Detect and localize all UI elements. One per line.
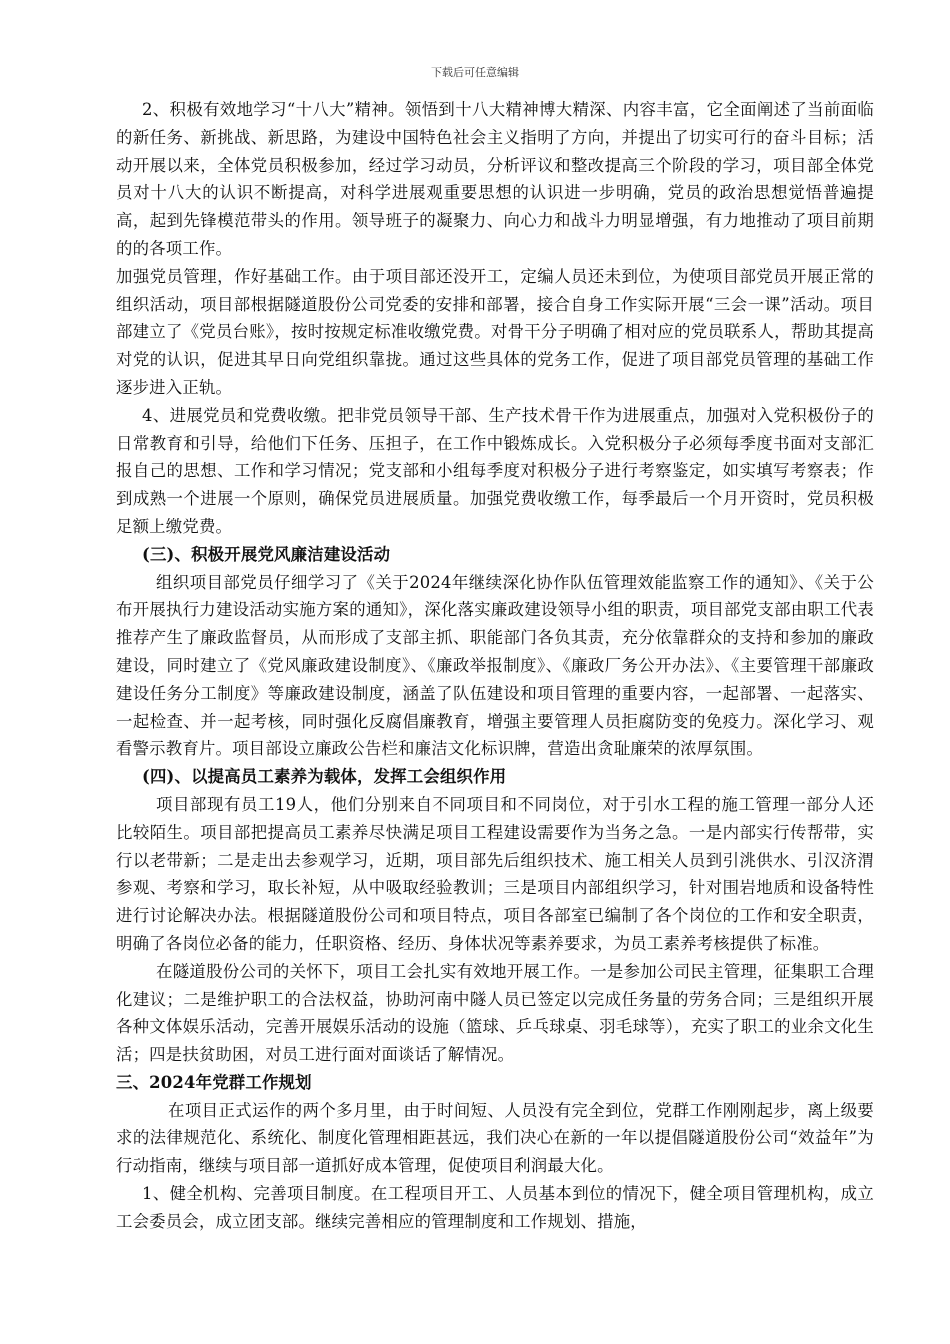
paragraph-study-18th-congress: 2、积极有效地学习“十八大”精神。领悟到十八大精神博大精深、内容丰富，它全面阐述了当前面临的新任务、新挑战、新思路，为建设中国特色社会主义指明了方向，并提出了切实可行的奋斗目标；活动开展以来，全体党员积极参加，经过学习动员，分析评议和整改提高三个阶段的学习，项目部全体党员对十八大的认识不断提高，对科学进展观重要思想的认识进一步明确，党员的政治思想觉悟普遍提高，起到先锋模范带头的作用。领导班子的凝聚力、向心力和战斗力明显增强，有力地推动了项目前期的的各项工作。 [116, 100, 874, 258]
paragraph-member-development: 4、进展党员和党费收缴。把非党员领导干部、生产技术骨干作为进展重点，加强对入党积极份子的日常教育和引导，给他们下任务、压担子，在工作中锻炼成长。入党积极分子必须每季度书面对支部汇报自己的思想、工作和学习情况；党支部和小组每季度对积极分子进行考察鉴定，如实填写考察表；作到成熟一个进展一个原则，确保党员进展质量。加强党费收缴工作，每季最后一个月开资时，党员积极足额上缴党费。 [116, 405, 874, 536]
page-header: 下载后可任意编辑 [431, 66, 519, 79]
section-heading-union: (四)、以提高员工素养为载体，发挥工会组织作用 [142, 767, 507, 787]
document-body [116, 96, 874, 1236]
paragraph-plan-intro: 在项目正式运作的两个多月里，由于时间短、人员没有完全到位，党群工作刚刚起步，离上级要求的法律规范化、系统化、制度化管理相距甚远，我们决心在新的一年以提倡隧道股份公司“效益年”为行动指南，继续与项目部一道抓好成本管理，促使项目利润最大化。 [116, 1100, 874, 1176]
section-heading-plan: 三、2024年党群工作规划 [116, 1072, 312, 1092]
section-heading-integrity: (三)、积极开展党风廉洁建设活动 [142, 544, 391, 564]
paragraph-union-work: 在隧道股份公司的关怀下，项目工会扎实有效地开展工作。一是参加公司民主管理，征集职工合理化建议；二是维护职工的合法权益，协助河南中隧人员已签定以完成任务量的劳务合同；三是组织开展各种文体娱乐活动，完善开展娱乐活动的设施（篮球、乒乓球桌、羽毛球等），充实了职工的业余文化生活；四是扶贫助困，对员工进行面对面谈话了解情况。 [116, 961, 874, 1065]
paragraph-staff-quality: 项目部现有员工19人，他们分别来自不同项目和不同岗位，对于引水工程的施工管理一部分人还比较陌生。项目部把提高员工素养尽快满足项目工程建设需要作为当务之急。一是内部实行传帮带，实行以老带新；二是走出去参观学习，近期，项目部先后组织技术、施工相关人员到引洮供水、引汉济渭参观、考察和学习，取长补短，从中吸取经验教训；三是项目内部组织学习，针对围岩地质和设备特性进行讨论解决办法。根据隧道股份公司和项目特点，项目各部室已编制了各个岗位的工作和安全职责，明确了各岗位必备的能力，任职资格、经历、身体状况等素养要求，为员工素养考核提供了标准。 [116, 794, 874, 953]
paragraph-member-management: 加强党员管理，作好基础工作。由于项目部还没开工，定编人员还未到位，为使项目部党员开展正常的组织活动，项目部根据隧道股份公司党委的安排和部署，接合自身工作实际开展“三会一课”活动。项目部建立了《党员台账》，按时按规定标准收缴党费。对骨干分子明确了相对应的党员联系人，帮助其提高对党的认识，促进其早日向党组织靠拢。通过这些具体的党务工作，促进了项目部党员管理的基础工作逐步进入正轨。 [116, 266, 874, 397]
paragraph-integrity: 组织项目部党员仔细学习了《关于2024年继续深化协作队伍管理效能监察工作的通知》、《关于公布开展执行力建设活动实施方案的通知》，深化落实廉政建设领导小组的职责，项目部党支部由职工代表推荐产生了廉政监督员，从而形成了支部主抓、职能部门各负其责，充分依靠群众的支持和参加的廉政建设，同时建立了《党风廉政建设制度》、《廉政举报制度》、《廉政厂务公开办法》、《主要管理干部廉政建设任务分工制度》等廉政建设制度，涵盖了队伍建设和项目管理的重要内容，一起部署、一起落实、一起检查、并一起考核，同时强化反腐倡廉教育，增强主要管理人员拒腐防变的免疫力。深化学习、观看警示教育片。项目部设立廉政公告栏和廉洁文化标识牌，营造出贪耻廉荣的浓厚氛围。 [116, 572, 874, 759]
paragraph-plan-item-1: 1、健全机构、完善项目制度。在工程项目开工、人员基本到位的情况下，健全项目管理机构，成立工会委员会，成立团支部。继续完善相应的管理制度和工作规划、措施， [116, 1184, 874, 1231]
